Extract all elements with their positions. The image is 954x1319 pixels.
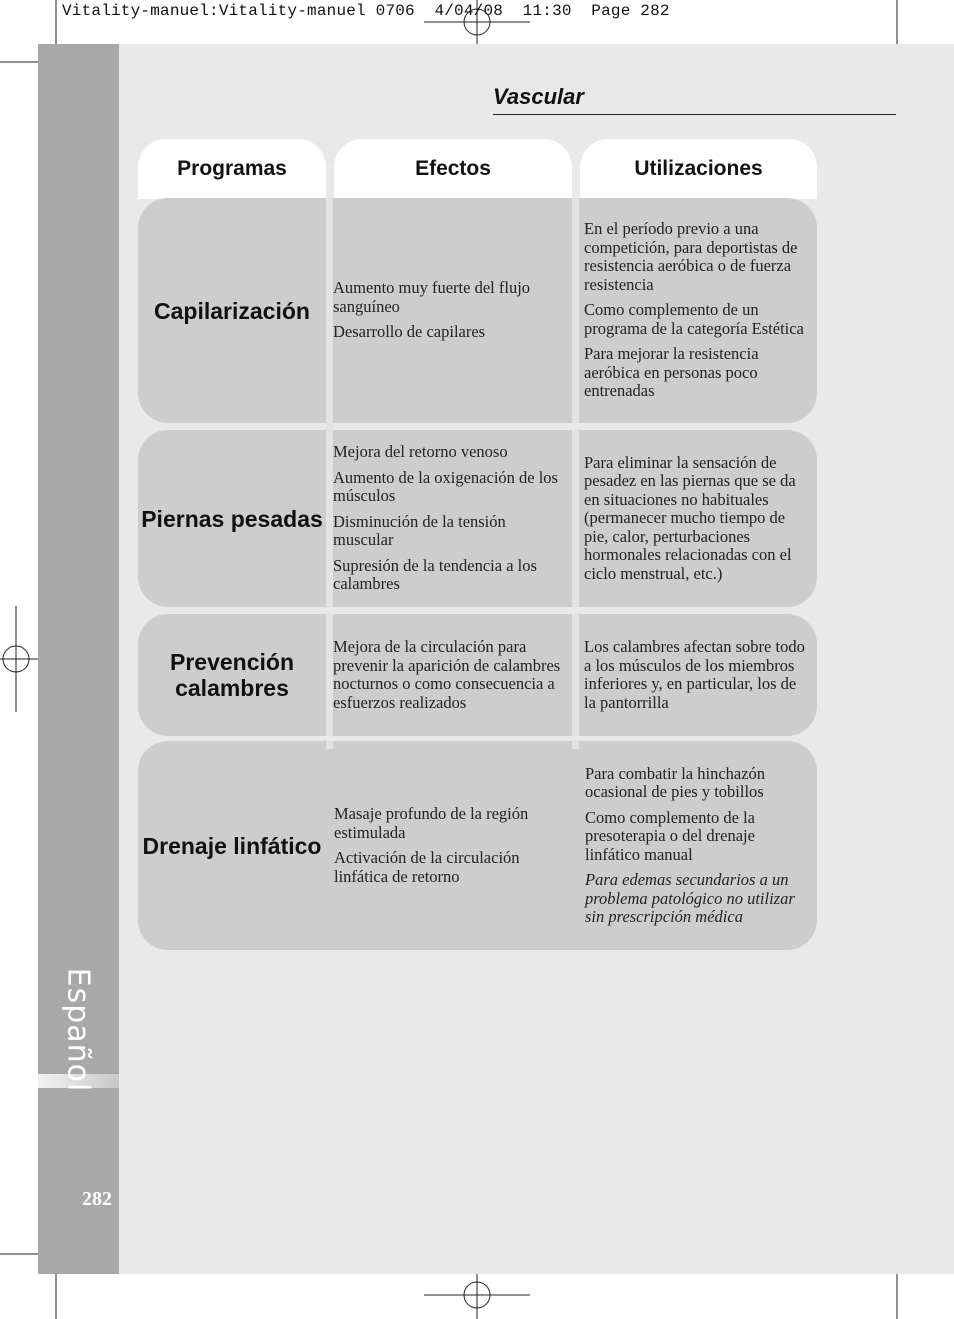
effects-cell — [333, 614, 561, 736]
page-number: 282 — [82, 1188, 112, 1210]
effects-cell — [334, 741, 566, 950]
program-name: Capilarización — [154, 297, 310, 324]
uses-cell — [585, 741, 803, 950]
use-item: En el período previo a una competición, para deportistas de resistencia aeróbica o de fuerza resistencia — [584, 219, 798, 294]
effect-item: Mejora del retorno venoso — [333, 442, 508, 462]
effect-item: Aumento de la oxigenación de los músculos — [333, 467, 558, 506]
program-name: Prevención calambres — [170, 649, 294, 701]
section-rule — [493, 114, 896, 115]
effects-cell — [333, 198, 571, 423]
language-label: Español — [60, 967, 96, 1093]
column-separator — [572, 741, 579, 749]
column-separator — [572, 614, 579, 736]
uses-cell — [584, 198, 812, 423]
effect-item: Aumento muy fuerte del flujo sanguíneo — [333, 278, 531, 316]
effect-item: Activación de la circulación linfática de retorno — [334, 848, 520, 886]
section-title: Vascular — [493, 84, 584, 109]
effect-item: Supresión de la tendencia a los calambres — [333, 555, 537, 594]
use-item: Para combatir la hinchazón ocasional de pies y tobillos — [585, 763, 766, 801]
use-item: Los calambres afectan sobre todo a los músculos de los miembros inferiores y, en particular, los de la pantorrilla — [584, 637, 805, 712]
use-item: Para mejorar la resistencia aeróbica en personas poco entrenadas — [584, 344, 759, 401]
effects-cell — [333, 430, 565, 607]
uses-cell — [584, 614, 810, 736]
column-separator — [326, 198, 333, 423]
header-utilizaciones: Utilizaciones — [580, 139, 817, 199]
use-item-warning: Para edemas secundarios a un problema patológico no utilizar sin prescripción médica — [585, 870, 795, 926]
use-item: Como complemento de un programa de la categoría Estética — [584, 300, 804, 338]
print-header: Vitality-manuel:Vitality-manuel 0706 4/04/08 11:30 Page 282 — [62, 2, 670, 20]
header-efectos: Efectos — [334, 139, 572, 199]
program-name: Drenaje linfático — [142, 832, 322, 859]
header-programas: Programas — [138, 139, 326, 199]
column-separator — [326, 614, 333, 736]
column-separator — [326, 741, 333, 749]
use-item: Para eliminar la sensación de pesadez en las piernas que se da en situaciones no habituales (permanecer mucho tiempo de pie, calor, perturbaciones hormonales relacionadas con el ciclo menstrual, etc.) — [584, 452, 796, 583]
effect-item: Mejora de la circulación para prevenir la aparición de calambres nocturnos o como consecuencia a esfuerzos realizados — [333, 637, 561, 712]
column-separator — [572, 430, 579, 607]
effect-item: Desarrollo de capilares — [333, 322, 486, 342]
column-separator — [572, 198, 579, 423]
use-item: Como complemento de la presoterapia o del drenaje linfático manual — [585, 807, 756, 864]
uses-cell — [584, 430, 802, 607]
effect-item: Disminución de la tensión muscular — [333, 511, 506, 550]
column-separator — [326, 430, 333, 607]
program-name: Piernas pesadas — [141, 505, 323, 532]
effect-item: Masaje profundo de la región estimulada — [334, 804, 529, 842]
